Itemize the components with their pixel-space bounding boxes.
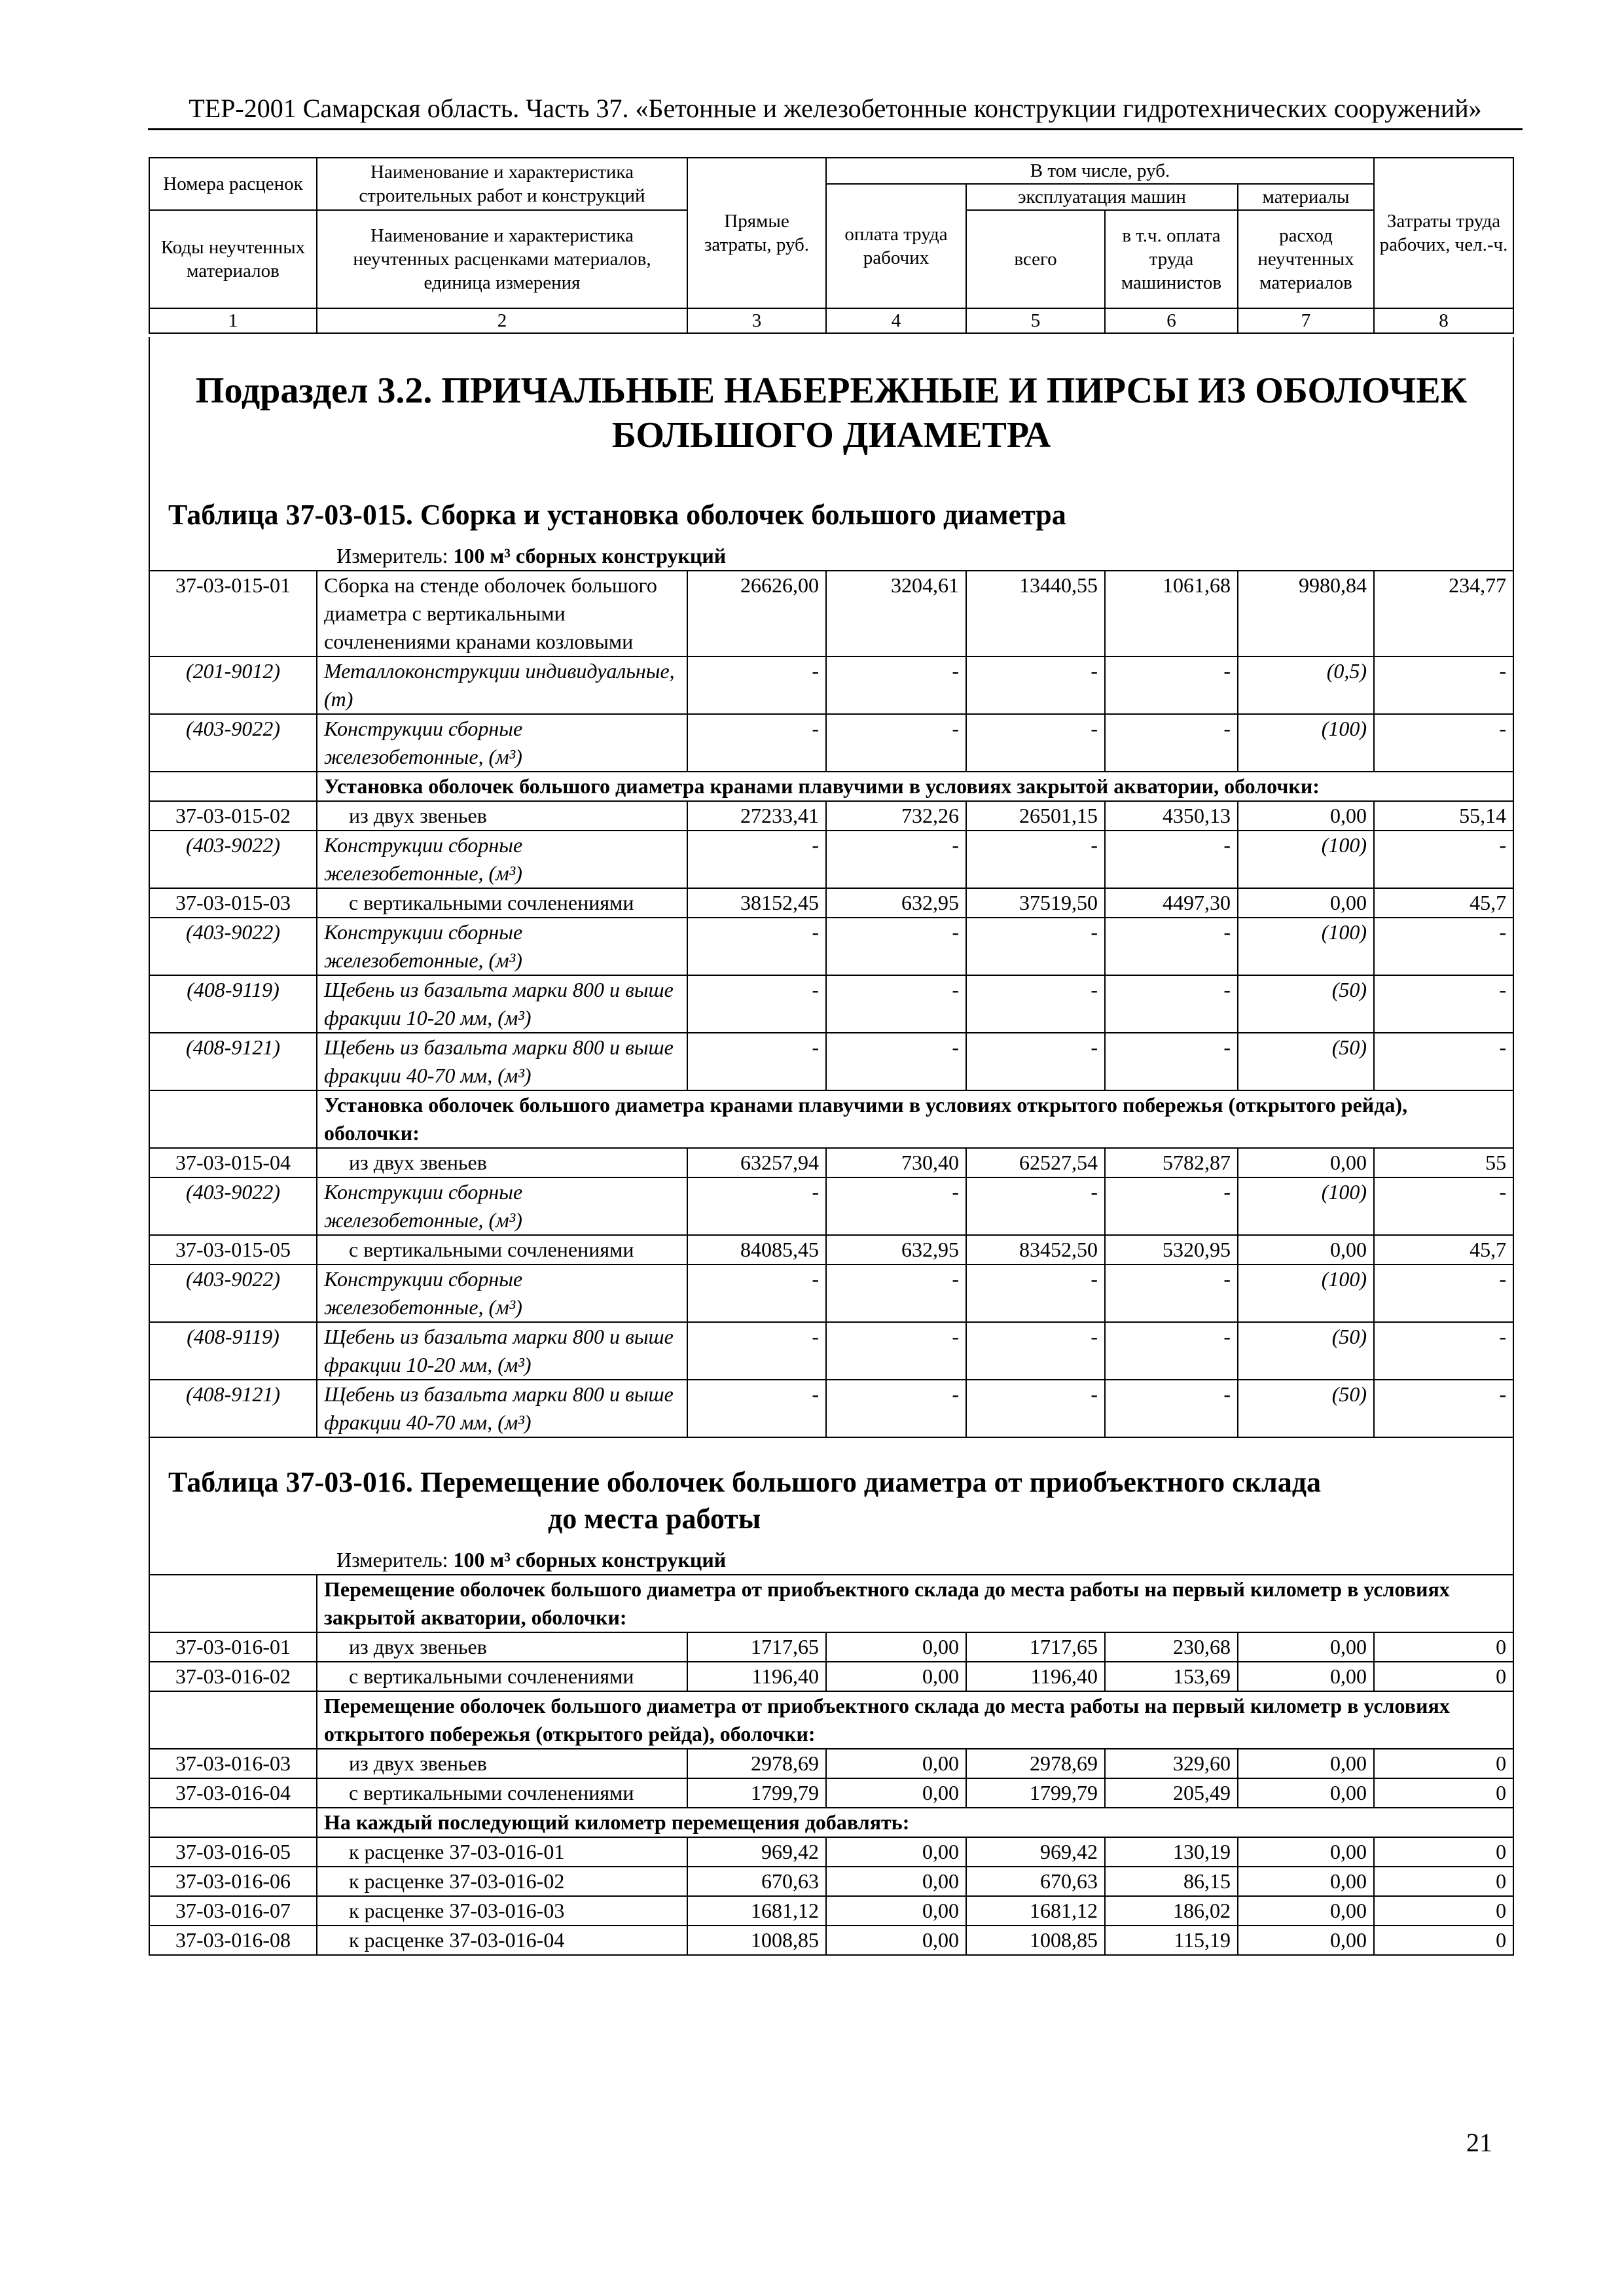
value-cell: - bbox=[687, 656, 826, 714]
value-cell: 1717,65 bbox=[966, 1632, 1105, 1662]
material-row bbox=[149, 1177, 1513, 1235]
value-cell: - bbox=[826, 1265, 966, 1322]
section-heading: Перемещение оболочек большого диаметра от приобъектного склада до места работы на первый километр в условиях открытого побережья (открытого рейда), оболочки: bbox=[317, 1691, 1513, 1749]
material-name: Конструкции сборные железобетонные, (м³) bbox=[317, 1265, 687, 1322]
section-row bbox=[149, 772, 1513, 801]
value-cell: 0,00 bbox=[826, 1778, 966, 1808]
value-cell: (100) bbox=[1238, 1177, 1374, 1235]
material-row bbox=[149, 831, 1513, 888]
rate-name bbox=[317, 1896, 687, 1926]
material-code: (408-9119) bbox=[149, 975, 317, 1033]
section-row bbox=[149, 1691, 1513, 1749]
table-title bbox=[150, 1438, 1513, 1537]
value-cell: - bbox=[1374, 831, 1513, 888]
col-number: 6 bbox=[1105, 308, 1238, 333]
value-cell: 38152,45 bbox=[687, 888, 826, 918]
rate-row bbox=[149, 1632, 1513, 1662]
value-cell: 0,00 bbox=[1238, 1662, 1374, 1691]
value-cell: - bbox=[687, 1177, 826, 1235]
rate-code: 37-03-015-01 bbox=[149, 571, 317, 656]
value-cell: - bbox=[826, 1177, 966, 1235]
value-cell: 37519,50 bbox=[966, 888, 1105, 918]
included-header: В том числе, руб. bbox=[826, 158, 1374, 184]
rate-code: 37-03-016-06 bbox=[149, 1867, 317, 1896]
value-cell: - bbox=[826, 1033, 966, 1090]
material-code: (403-9022) bbox=[149, 1177, 317, 1235]
section-heading: Установка оболочек большого диаметра кранами плавучими в условиях закрытой акватории, оболочки: bbox=[317, 772, 1513, 801]
col2-top-header: Наименование и характеристика строительных работ и конструкций bbox=[317, 158, 687, 210]
rate-name-text: с вертикальными сочленениями bbox=[349, 1781, 634, 1804]
col5-header: всего bbox=[966, 210, 1105, 308]
value-cell: 2978,69 bbox=[687, 1749, 826, 1778]
value-cell: 0,00 bbox=[1238, 1837, 1374, 1867]
value-cell: (100) bbox=[1238, 1265, 1374, 1322]
value-cell: - bbox=[1105, 714, 1238, 772]
value-cell: - bbox=[687, 831, 826, 888]
rate-name bbox=[317, 1867, 687, 1896]
value-cell: 3204,61 bbox=[826, 571, 966, 656]
material-code: (408-9121) bbox=[149, 1033, 317, 1090]
rate-name bbox=[317, 1148, 687, 1177]
rate-row bbox=[149, 1662, 1513, 1691]
rate-code: 37-03-016-08 bbox=[149, 1926, 317, 1955]
value-cell: - bbox=[687, 918, 826, 975]
material-code: (201-9012) bbox=[149, 656, 317, 714]
value-cell: - bbox=[1374, 918, 1513, 975]
value-cell: - bbox=[1374, 1265, 1513, 1322]
value-cell: - bbox=[1374, 1322, 1513, 1380]
value-cell: 55,14 bbox=[1374, 801, 1513, 831]
value-cell: - bbox=[687, 1033, 826, 1090]
value-cell: 4497,30 bbox=[1105, 888, 1238, 918]
rate-code: 37-03-016-07 bbox=[149, 1896, 317, 1926]
value-cell: 1196,40 bbox=[966, 1662, 1105, 1691]
meter-line bbox=[150, 1537, 1513, 1574]
value-cell: - bbox=[1105, 1380, 1238, 1437]
section-row bbox=[149, 1808, 1513, 1837]
value-cell: - bbox=[687, 1322, 826, 1380]
meter-line bbox=[150, 533, 1513, 570]
rate-name-text: из двух звеньев bbox=[349, 1751, 487, 1775]
material-code: (408-9121) bbox=[149, 1380, 317, 1437]
price-table bbox=[149, 337, 1514, 1956]
value-cell: 0,00 bbox=[1238, 1235, 1374, 1265]
rate-row bbox=[149, 1896, 1513, 1926]
subsection-title: Подраздел 3.2. ПРИЧАЛЬНЫЕ НАБЕРЕЖНЫЕ И ПИРСЫ ИЗ ОБОЛОЧЕК БОЛЬШОГО ДИАМЕТРА bbox=[195, 370, 1468, 456]
rate-name bbox=[317, 1837, 687, 1867]
value-cell: - bbox=[1374, 1033, 1513, 1090]
value-cell: 45,7 bbox=[1374, 1235, 1513, 1265]
rate-code: 37-03-016-04 bbox=[149, 1778, 317, 1808]
material-row bbox=[149, 1380, 1513, 1437]
value-cell: 1681,12 bbox=[687, 1896, 826, 1926]
rate-name-text: с вертикальными сочленениями bbox=[349, 1238, 634, 1261]
value-cell: - bbox=[1374, 1177, 1513, 1235]
rate-name-text: с вертикальными сочленениями bbox=[349, 891, 634, 914]
section-code-cell bbox=[149, 1090, 317, 1148]
value-cell: - bbox=[687, 1265, 826, 1322]
materials-header: материалы bbox=[1238, 184, 1374, 210]
material-name: Щебень из базальта марки 800 и выше фракции 10-20 мм, (м³) bbox=[317, 1322, 687, 1380]
value-cell: 1196,40 bbox=[687, 1662, 826, 1691]
value-cell: 632,95 bbox=[826, 888, 966, 918]
value-cell: - bbox=[966, 1177, 1105, 1235]
value-cell: (50) bbox=[1238, 1322, 1374, 1380]
value-cell: 969,42 bbox=[687, 1837, 826, 1867]
material-code: (403-9022) bbox=[149, 1265, 317, 1322]
value-cell: 0,00 bbox=[826, 1896, 966, 1926]
value-cell: - bbox=[826, 1322, 966, 1380]
table-title-line: Таблица 37-03-016. Перемещение оболочек большого диаметра от приобъектного склада bbox=[168, 1466, 1321, 1498]
value-cell: 1008,85 bbox=[687, 1926, 826, 1955]
rate-code: 37-03-015-05 bbox=[149, 1235, 317, 1265]
value-cell: 186,02 bbox=[1105, 1896, 1238, 1926]
value-cell: 13440,55 bbox=[966, 571, 1105, 656]
value-cell: 130,19 bbox=[1105, 1837, 1238, 1867]
value-cell: 1008,85 bbox=[966, 1926, 1105, 1955]
value-cell: - bbox=[1105, 918, 1238, 975]
col6-header: в т.ч. оплата труда машинистов bbox=[1105, 210, 1238, 308]
rate-name bbox=[317, 1662, 687, 1691]
value-cell: 670,63 bbox=[687, 1867, 826, 1896]
value-cell: 27233,41 bbox=[687, 801, 826, 831]
section-heading: Установка оболочек большого диаметра кранами плавучими в условиях открытого побережья (открытого рейда), оболочки: bbox=[317, 1090, 1513, 1148]
value-cell: - bbox=[966, 1265, 1105, 1322]
value-cell: (50) bbox=[1238, 975, 1374, 1033]
rate-code: 37-03-016-03 bbox=[149, 1749, 317, 1778]
value-cell: - bbox=[966, 1322, 1105, 1380]
value-cell: - bbox=[966, 1033, 1105, 1090]
section-row bbox=[149, 1090, 1513, 1148]
value-cell: 0,00 bbox=[1238, 1632, 1374, 1662]
value-cell: 55 bbox=[1374, 1148, 1513, 1177]
value-cell: 86,15 bbox=[1105, 1867, 1238, 1896]
value-cell: - bbox=[966, 918, 1105, 975]
col-number: 2 bbox=[317, 308, 687, 333]
rate-row bbox=[149, 801, 1513, 831]
col1-bottom-header: Коды неучтенных материалов bbox=[149, 210, 317, 308]
value-cell: 0 bbox=[1374, 1749, 1513, 1778]
rate-row bbox=[149, 1867, 1513, 1896]
material-name: Конструкции сборные железобетонные, (м³) bbox=[317, 1177, 687, 1235]
value-cell: 0,00 bbox=[826, 1749, 966, 1778]
col2-bottom-header: Наименование и характеристика неучтенных расценками материалов, единица измерения bbox=[317, 210, 687, 308]
col-number: 3 bbox=[687, 308, 826, 333]
value-cell: - bbox=[687, 714, 826, 772]
value-cell: 0 bbox=[1374, 1662, 1513, 1691]
section-heading: На каждый последующий километр перемещения добавлять: bbox=[317, 1808, 1513, 1837]
value-cell: - bbox=[826, 918, 966, 975]
rate-code: 37-03-016-02 bbox=[149, 1662, 317, 1691]
col3-header: Прямые затраты, руб. bbox=[687, 158, 826, 308]
material-row bbox=[149, 714, 1513, 772]
value-cell: 0,00 bbox=[1238, 1926, 1374, 1955]
column-header-table bbox=[149, 157, 1514, 334]
meter-value: 100 м³ сборных конструкций bbox=[453, 1548, 727, 1571]
rate-name bbox=[317, 1632, 687, 1662]
value-cell: 1799,79 bbox=[687, 1778, 826, 1808]
rate-name-text: к расценке 37-03-016-02 bbox=[349, 1869, 565, 1893]
value-cell: 0,00 bbox=[826, 1926, 966, 1955]
value-cell: 670,63 bbox=[966, 1867, 1105, 1896]
material-name: Конструкции сборные железобетонные, (м³) bbox=[317, 918, 687, 975]
value-cell: 632,95 bbox=[826, 1235, 966, 1265]
value-cell: 234,77 bbox=[1374, 571, 1513, 656]
value-cell: - bbox=[1105, 1322, 1238, 1380]
value-cell: (50) bbox=[1238, 1033, 1374, 1090]
value-cell: 1061,68 bbox=[1105, 571, 1238, 656]
value-cell: 84085,45 bbox=[687, 1235, 826, 1265]
rate-name bbox=[317, 1235, 687, 1265]
value-cell: 1681,12 bbox=[966, 1896, 1105, 1926]
value-cell: 26626,00 bbox=[687, 571, 826, 656]
value-cell: - bbox=[826, 975, 966, 1033]
value-cell: - bbox=[1374, 714, 1513, 772]
value-cell: - bbox=[1105, 1265, 1238, 1322]
rate-name bbox=[317, 801, 687, 831]
material-name: Конструкции сборные железобетонные, (м³) bbox=[317, 714, 687, 772]
material-name: Щебень из базальта марки 800 и выше фракции 40-70 мм, (м³) bbox=[317, 1033, 687, 1090]
page-header: ТЕР-2001 Самарская область. Часть 37. «Бетонные и железобетонные конструкции гидротехнических сооружений» bbox=[189, 94, 1482, 123]
rate-name bbox=[317, 888, 687, 918]
value-cell: 115,19 bbox=[1105, 1926, 1238, 1955]
value-cell: 63257,94 bbox=[687, 1148, 826, 1177]
value-cell: - bbox=[826, 714, 966, 772]
col8-header: Затраты труда рабочих, чел.-ч. bbox=[1374, 158, 1513, 308]
table-title: Таблица 37-03-015. Сборка и установка оболочек большого диаметра bbox=[168, 499, 1066, 531]
material-row bbox=[149, 918, 1513, 975]
rate-name bbox=[317, 1749, 687, 1778]
section-row bbox=[149, 1575, 1513, 1632]
rate-name-text: с вертикальными сочленениями bbox=[349, 1664, 634, 1688]
material-code: (408-9119) bbox=[149, 1322, 317, 1380]
material-code: (403-9022) bbox=[149, 831, 317, 888]
col-number: 4 bbox=[826, 308, 966, 333]
rate-row bbox=[149, 1148, 1513, 1177]
value-cell: 0,00 bbox=[826, 1837, 966, 1867]
rate-name-text: к расценке 37-03-016-01 bbox=[349, 1840, 565, 1863]
rate-name-text: из двух звеньев bbox=[349, 1151, 487, 1174]
value-cell: 0,00 bbox=[1238, 1867, 1374, 1896]
value-cell: - bbox=[1105, 656, 1238, 714]
material-row bbox=[149, 975, 1513, 1033]
value-cell: - bbox=[826, 656, 966, 714]
value-cell: - bbox=[966, 1380, 1105, 1437]
rate-code: 37-03-015-02 bbox=[149, 801, 317, 831]
value-cell: 0 bbox=[1374, 1778, 1513, 1808]
meter-value: 100 м³ сборных конструкций bbox=[453, 544, 727, 567]
rate-row bbox=[149, 1926, 1513, 1955]
meter-label: Измеритель: bbox=[336, 1548, 448, 1571]
value-cell: 153,69 bbox=[1105, 1662, 1238, 1691]
value-cell: - bbox=[1105, 831, 1238, 888]
value-cell: 0,00 bbox=[1238, 1896, 1374, 1926]
rate-row bbox=[149, 1235, 1513, 1265]
value-cell: 0,00 bbox=[1238, 1749, 1374, 1778]
col1-top-header: Номера расценок bbox=[149, 158, 317, 210]
col-number: 5 bbox=[966, 308, 1105, 333]
rate-name-text: к расценке 37-03-016-04 bbox=[349, 1928, 565, 1952]
col-number: 1 bbox=[149, 308, 317, 333]
material-name: Конструкции сборные железобетонные, (м³) bbox=[317, 831, 687, 888]
rate-code: 37-03-015-03 bbox=[149, 888, 317, 918]
value-cell: - bbox=[1105, 1177, 1238, 1235]
col-number: 8 bbox=[1374, 308, 1513, 333]
value-cell: 62527,54 bbox=[966, 1148, 1105, 1177]
value-cell: 2978,69 bbox=[966, 1749, 1105, 1778]
value-cell: - bbox=[966, 656, 1105, 714]
rate-name bbox=[317, 1778, 687, 1808]
value-cell: 1717,65 bbox=[687, 1632, 826, 1662]
rate-name-text: из двух звеньев bbox=[349, 1635, 487, 1659]
value-cell: (100) bbox=[1238, 918, 1374, 975]
value-cell: - bbox=[966, 975, 1105, 1033]
value-cell: 4350,13 bbox=[1105, 801, 1238, 831]
rate-row bbox=[149, 888, 1513, 918]
value-cell: - bbox=[1374, 1380, 1513, 1437]
value-cell: 83452,50 bbox=[966, 1235, 1105, 1265]
value-cell: - bbox=[687, 1380, 826, 1437]
value-cell: 5320,95 bbox=[1105, 1235, 1238, 1265]
material-row bbox=[149, 1033, 1513, 1090]
value-cell: - bbox=[687, 975, 826, 1033]
meter-label: Измеритель: bbox=[336, 544, 448, 567]
value-cell: 730,40 bbox=[826, 1148, 966, 1177]
rate-row bbox=[149, 1749, 1513, 1778]
material-row bbox=[149, 1265, 1513, 1322]
rate-code: 37-03-016-05 bbox=[149, 1837, 317, 1867]
rate-name bbox=[317, 1926, 687, 1955]
rate-name-text: из двух звеньев bbox=[349, 804, 487, 827]
section-code-cell bbox=[149, 772, 317, 801]
value-cell: 9980,84 bbox=[1238, 571, 1374, 656]
value-cell: - bbox=[1374, 656, 1513, 714]
header-rule bbox=[148, 128, 1523, 130]
value-cell: 732,26 bbox=[826, 801, 966, 831]
value-cell: - bbox=[1374, 975, 1513, 1033]
table-title-line: до места работы bbox=[548, 1503, 761, 1535]
value-cell: - bbox=[966, 831, 1105, 888]
col4-header: оплата труда рабочих bbox=[826, 184, 966, 308]
page-number: 21 bbox=[1466, 2128, 1492, 2157]
value-cell: 0,00 bbox=[826, 1662, 966, 1691]
value-cell: 0 bbox=[1374, 1896, 1513, 1926]
value-cell: 230,68 bbox=[1105, 1632, 1238, 1662]
col7-header: расход неучтенных материалов bbox=[1238, 210, 1374, 308]
rate-name: Сборка на стенде оболочек большого диаметра с вертикальными сочленениями кранами козловыми bbox=[317, 571, 687, 656]
value-cell: 0,00 bbox=[826, 1632, 966, 1662]
value-cell: 45,7 bbox=[1374, 888, 1513, 918]
material-row bbox=[149, 1322, 1513, 1380]
value-cell: - bbox=[966, 714, 1105, 772]
value-cell: 0,00 bbox=[1238, 1148, 1374, 1177]
value-cell: 329,60 bbox=[1105, 1749, 1238, 1778]
rate-code: 37-03-015-04 bbox=[149, 1148, 317, 1177]
value-cell: (50) bbox=[1238, 1380, 1374, 1437]
material-name: Щебень из базальта марки 800 и выше фракции 10-20 мм, (м³) bbox=[317, 975, 687, 1033]
value-cell: - bbox=[826, 831, 966, 888]
value-cell: (100) bbox=[1238, 831, 1374, 888]
material-code: (403-9022) bbox=[149, 714, 317, 772]
material-row bbox=[149, 656, 1513, 714]
rate-name-text: к расценке 37-03-016-03 bbox=[349, 1899, 565, 1922]
value-cell: (0,5) bbox=[1238, 656, 1374, 714]
value-cell: - bbox=[1105, 975, 1238, 1033]
rate-code: 37-03-016-01 bbox=[149, 1632, 317, 1662]
col-number: 7 bbox=[1238, 308, 1374, 333]
value-cell: 969,42 bbox=[966, 1837, 1105, 1867]
value-cell: - bbox=[1105, 1033, 1238, 1090]
value-cell: (100) bbox=[1238, 714, 1374, 772]
value-cell: 0,00 bbox=[1238, 1778, 1374, 1808]
rate-row bbox=[149, 1778, 1513, 1808]
machines-header: эксплуатация машин bbox=[966, 184, 1238, 210]
section-code-cell bbox=[149, 1691, 317, 1749]
value-cell: 0,00 bbox=[826, 1867, 966, 1896]
value-cell: 0,00 bbox=[1238, 888, 1374, 918]
value-cell: - bbox=[826, 1380, 966, 1437]
value-cell: 0 bbox=[1374, 1837, 1513, 1867]
value-cell: 26501,15 bbox=[966, 801, 1105, 831]
material-name: Металлоконструкции индивидуальные, (т) bbox=[317, 656, 687, 714]
material-name: Щебень из базальта марки 800 и выше фракции 40-70 мм, (м³) bbox=[317, 1380, 687, 1437]
section-code-cell bbox=[149, 1808, 317, 1837]
value-cell: 5782,87 bbox=[1105, 1148, 1238, 1177]
value-cell: 205,49 bbox=[1105, 1778, 1238, 1808]
section-heading: Перемещение оболочек большого диаметра от приобъектного склада до места работы на первый километр в условиях закрытой акватории, оболочки: bbox=[317, 1575, 1513, 1632]
value-cell: 0 bbox=[1374, 1926, 1513, 1955]
value-cell: 0,00 bbox=[1238, 801, 1374, 831]
value-cell: 0 bbox=[1374, 1867, 1513, 1896]
section-code-cell bbox=[149, 1575, 317, 1632]
rate-row bbox=[149, 571, 1513, 656]
value-cell: 0 bbox=[1374, 1632, 1513, 1662]
material-code: (403-9022) bbox=[149, 918, 317, 975]
value-cell: 1799,79 bbox=[966, 1778, 1105, 1808]
rate-row bbox=[149, 1837, 1513, 1867]
